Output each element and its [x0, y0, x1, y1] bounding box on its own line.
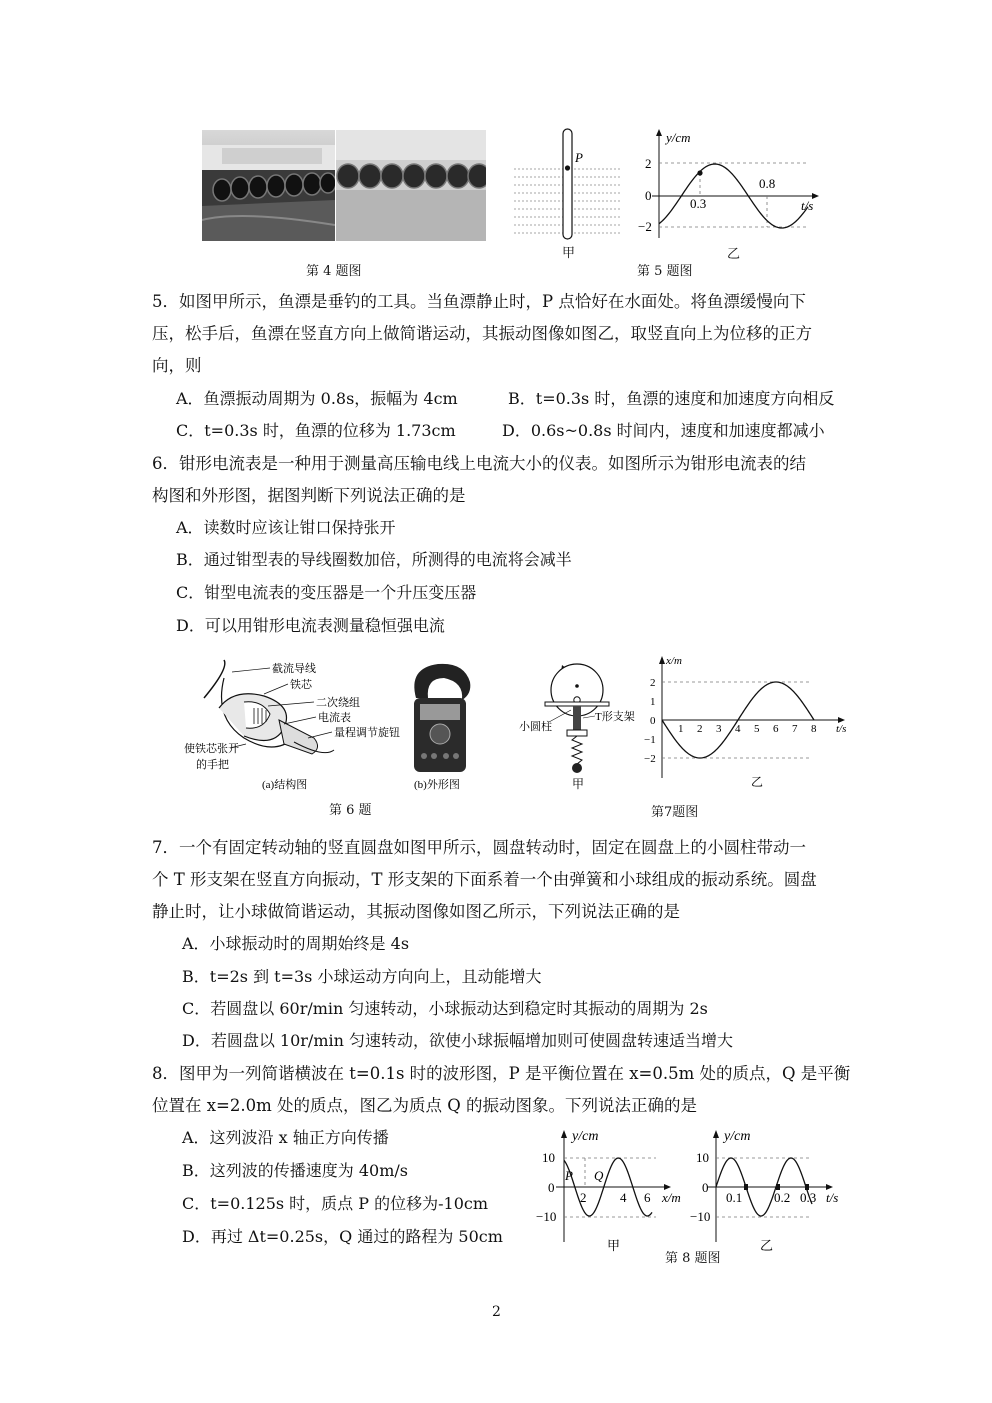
- fig4-caption: 第 4 题图: [306, 264, 362, 279]
- fig7-right-label: 乙: [751, 775, 764, 789]
- q6-stem-line-1: 6．钳形电流表是一种用于测量高压输电线上电流大小的仪表。如图所示为钳形电流表的结: [152, 454, 806, 473]
- fig5-point-label: P: [575, 150, 583, 165]
- fig8-vibration-graph: [690, 1124, 850, 1256]
- tire-fender-photo: [336, 130, 486, 241]
- fig6-caption: 第 6 题: [329, 803, 372, 818]
- q5-option-b[interactable]: B．t=0.3s 时，鱼漂的速度和加速度方向相反: [508, 389, 835, 408]
- fig7-caption: 第7题图: [651, 805, 699, 820]
- fig7-x-tick: 7: [792, 723, 798, 735]
- fig6-label-meter: 电流表: [318, 712, 351, 724]
- fig8-right-x-01: 0.1: [726, 1190, 743, 1205]
- fig8-left-y-bottom: −10: [536, 1209, 557, 1224]
- fig6-sub-b: (b)外形图: [414, 779, 460, 791]
- fig8-right-y-top: 10: [696, 1150, 709, 1165]
- q7-option-d[interactable]: D．若圆盘以 10r/min 匀速转动，欲使小球振幅增加则可使圆盘转速适当增大: [182, 1031, 733, 1050]
- fig8-wave-graph: [534, 1124, 692, 1256]
- fig8-left-q: Q: [594, 1168, 604, 1183]
- fig8-right-y-axis: y/cm: [724, 1129, 751, 1144]
- q7-stem-line-2: 个 T 形支架在竖直方向振动，T 形支架的下面系着一个由弹簧和小球组成的振动系统。圆盘: [152, 870, 817, 889]
- q5-stem-line-2: 压，松手后，鱼漂在竖直方向上做简谐运动，其振动图像如图乙，取竖直向上为位移的正方: [152, 324, 812, 343]
- q8-stem-line-1: 8．图甲为一列简谐横波在 t=0.1s 时的波形图，P 是平衡位置在 x=0.5m 处的质点，Q 是平衡: [152, 1064, 851, 1083]
- fig8-right-x-02: 0.2: [774, 1190, 791, 1205]
- q8-stem-line-2: 位置在 x=2.0m 处的质点，图乙为质点 Q 的振动图象。下列说法正确的是: [152, 1096, 698, 1115]
- fig8-right-label: 乙: [760, 1238, 774, 1253]
- fig7-left-label: 甲: [572, 777, 585, 790]
- q5-stem-line-1: 5．如图甲所示，鱼漂是垂钓的工具。当鱼漂静止时，P 点恰好在水面处。将鱼漂缓慢向下: [152, 292, 806, 311]
- fig6-structure-diagram: [184, 658, 414, 798]
- fig6-label-handle-1: 使铁芯张开: [184, 743, 239, 755]
- q6-option-a[interactable]: A．读数时应该让钳口保持张开: [176, 518, 396, 537]
- q5-option-d[interactable]: D．0.6s~0.8s 时间内，速度和加速度都减小: [502, 421, 825, 440]
- fig5-tick-y-zero: 0: [645, 188, 652, 203]
- boat-photo: [202, 130, 335, 241]
- q5-option-a[interactable]: A．鱼漂振动周期为 0.8s，振幅为 4cm: [176, 389, 458, 408]
- fig7-x-tick: 6: [773, 723, 779, 735]
- q7-stem-line-3: 静止时，让小球做简谐运动，其振动图像如图乙所示，下列说法正确的是: [152, 902, 680, 921]
- fig5-displacement-graph: [636, 126, 826, 246]
- fig6-sub-a: (a)结构图: [262, 779, 308, 791]
- fig8-left-x-2: 2: [580, 1190, 587, 1205]
- fig7-vibration-graph: [640, 652, 852, 792]
- q8-option-a[interactable]: A．这列波沿 x 轴正方向传播: [182, 1128, 389, 1147]
- fig8-left-p: P: [565, 1168, 573, 1183]
- fig8-caption: 第 8 题图: [665, 1251, 721, 1266]
- fig5-y-axis-label: y/cm: [666, 130, 691, 145]
- fig7-y-tick-neg1: −1: [644, 734, 656, 746]
- fig7-x-tick: 8: [811, 723, 817, 735]
- fig7-x-tick: 1: [678, 723, 684, 735]
- q7-option-a[interactable]: A．小球振动时的周期始终是 4s: [182, 934, 410, 953]
- fig8-left-x-4: 4: [620, 1190, 627, 1205]
- q8-option-d[interactable]: D．再过 Δt=0.25s，Q 通过的路程为 50cm: [182, 1227, 503, 1246]
- fig8-left-y-top: 10: [542, 1150, 555, 1165]
- fig7-label-cylinder: 小圆柱: [519, 721, 552, 733]
- fig5-tick-y-bottom: −2: [638, 219, 652, 234]
- fig6-label-winding: 二次绕组: [316, 697, 360, 709]
- fig5-tick-t2: 0.8: [759, 176, 776, 191]
- fig7-x-tick: 4: [735, 723, 741, 735]
- fig5-x-axis-label: t/s: [801, 198, 814, 213]
- fig7-x-tick: 3: [716, 723, 722, 735]
- fig6-label-knob: 量程调节旋钮: [334, 727, 400, 739]
- fig8-left-y-zero: 0: [548, 1180, 555, 1195]
- fig6-meter-photo: [404, 660, 486, 792]
- fig8-right-y-bottom: −10: [690, 1209, 711, 1224]
- fig5-float-diagram: [512, 125, 624, 245]
- fig8-left-x-axis: x/m: [662, 1190, 681, 1205]
- fig8-right-y-zero: 0: [702, 1180, 709, 1195]
- fig7-y-axis-label: x/m: [666, 655, 682, 667]
- fig7-x-tick: 2: [697, 723, 703, 735]
- q6-option-c[interactable]: C．钳型电流表的变压器是一个升压变压器: [176, 583, 477, 602]
- fig7-label-bracket: T形支架: [595, 711, 635, 723]
- fig6-label-core: 铁芯: [290, 679, 312, 691]
- q6-option-b[interactable]: B．通过钳型表的导线圈数加倍，所测得的电流将会减半: [176, 550, 572, 569]
- page-number: 2: [492, 1304, 501, 1320]
- fig8-right-x-03: 0.3: [800, 1190, 817, 1205]
- q8-option-b[interactable]: B．这列波的传播速度为 40m/s: [182, 1161, 408, 1180]
- fig7-y-tick-0: 0: [650, 715, 656, 727]
- fig7-disk-diagram: [515, 660, 645, 790]
- fig8-left-label: 甲: [607, 1238, 621, 1253]
- fig6-label-handle-2: 的手把: [196, 759, 229, 771]
- q5-stem-line-3: 向，则: [152, 356, 202, 375]
- fig7-y-tick-1: 1: [650, 696, 656, 708]
- fig5-left-label: 甲: [562, 246, 576, 261]
- fig6-label-wire: 截流导线: [272, 663, 316, 675]
- fig8-right-x-axis: t/s: [826, 1190, 839, 1205]
- fig5-caption: 第 5 题图: [637, 264, 693, 279]
- fig8-left-y-axis: y/cm: [572, 1129, 599, 1144]
- q6-stem-line-2: 构图和外形图，据图判断下列说法正确的是: [152, 486, 466, 505]
- fig5-tick-y-top: 2: [645, 156, 652, 171]
- fig8-left-x-6: 6: [644, 1190, 651, 1205]
- fig5-right-label: 乙: [727, 247, 741, 262]
- fig7-x-axis-label: t/s: [836, 723, 847, 735]
- fig7-x-tick: 5: [754, 723, 760, 735]
- q8-option-c[interactable]: C．t=0.125s 时，质点 P 的位移为-10cm: [182, 1194, 489, 1213]
- q7-option-b[interactable]: B．t=2s 到 t=3s 小球运动方向向上，且动能增大: [182, 967, 542, 986]
- q5-option-c[interactable]: C．t=0.3s 时，鱼漂的位移为 1.73cm: [176, 421, 456, 440]
- q7-stem-line-1: 7．一个有固定转动轴的竖直圆盘如图甲所示，圆盘转动时，固定在圆盘上的小圆柱带动一: [152, 838, 806, 857]
- q7-option-c[interactable]: C．若圆盘以 60r/min 匀速转动，小球振动达到稳定时其振动的周期为 2s: [182, 999, 708, 1018]
- fig7-y-tick-2: 2: [650, 677, 656, 689]
- q6-option-d[interactable]: D．可以用钳形电流表测量稳恒强电流: [176, 616, 445, 635]
- fig5-tick-t1: 0.3: [690, 196, 707, 211]
- fig7-y-tick-neg2: −2: [644, 753, 656, 765]
